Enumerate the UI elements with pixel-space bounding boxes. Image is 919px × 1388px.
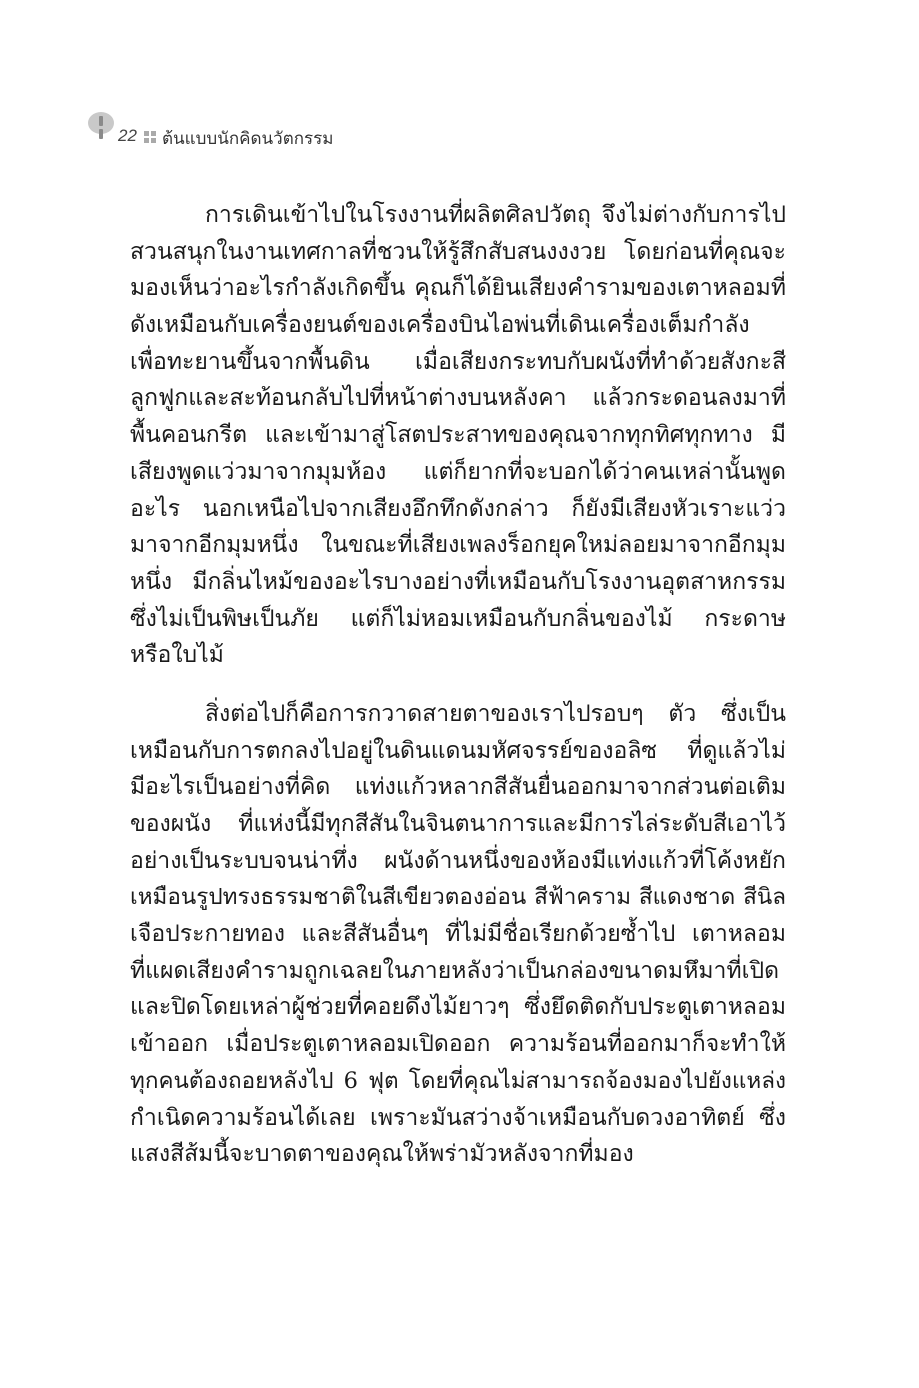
text-line: เพื่อทะยานขึ้นจากพื้นดิน เมื่อเสียงกระทบกับผนังที่ทำด้วยสังกะสี xyxy=(130,348,786,375)
running-header xyxy=(88,108,488,148)
text-line: อย่างเป็นระบบจนน่าทึ่ง ผนังด้านหนึ่งของห้องมีแท่งแก้วที่โค้งหยัก xyxy=(130,847,786,874)
text-line: มองเห็นว่าอะไรกำลังเกิดขึ้น คุณก็ได้ยินเสียงคำรามของเตาหลอมที่ xyxy=(130,275,786,302)
text-line: สิ่งต่อไปก็คือการกวาดสายตาของเราไปรอบๆ ตัว ซึ่งเป็น xyxy=(205,700,786,727)
text-line: หนึ่ง มีกลิ่นไหม้ของอะไรบางอย่างที่เหมือนกับโรงงานอุตสาหกรรม xyxy=(130,568,786,595)
text-line: เจือประกายทอง และสีสันอื่นๆ ที่ไม่มีชื่อเรียกด้วยซ้ำไป เตาหลอม xyxy=(130,921,786,948)
paragraph-2 xyxy=(130,696,786,1173)
text-line: ทุกคนต้องถอยหลังไป 6 ฟุต โดยที่คุณไม่สามารถจ้องมองไปยังแหล่ง xyxy=(130,1067,786,1094)
text-line: เสียงพูดแว่วมาจากมุมห้อง แต่ก็ยากที่จะบอกได้ว่าคนเหล่านั้นพูด xyxy=(130,458,786,485)
text-line: และปิดโดยเหล่าผู้ช่วยที่คอยดึงไม้ยาวๆ ซึ่งยึดติดกับประตูเตาหลอม xyxy=(130,994,786,1021)
page-number: 22 xyxy=(118,126,137,145)
text-line: ที่แผดเสียงคำรามถูกเฉลยในภายหลังว่าเป็นกล่องขนาดมหึมาที่เปิด xyxy=(130,957,780,984)
text-line: อะไร นอกเหนือไปจากเสียงอึกทึกดังกล่าว ก็ยังมีเสียงหัวเราะแว่ว xyxy=(130,495,786,522)
paragraph-1 xyxy=(130,197,786,674)
text-line: ลูกฟูกและสะท้อนกลับไปที่หน้าต่างบนหลังคา แล้วกระดอนลงมาที่ xyxy=(130,385,786,412)
text-line: หรือใบไม้ xyxy=(130,642,224,669)
text-line: มีอะไรเป็นอย่างที่คิด แท่งแก้วหลากสีสันยื่นออกมาจากส่วนต่อเติม xyxy=(130,774,786,801)
text-line: ของผนัง ที่แห่งนี้มีทุกสีสันในจินตนาการและมีการไล่ระดับสีเอาไว้ xyxy=(130,811,786,837)
text-line: กำเนิดความร้อนได้เลย เพราะมันสว่างจ้าเหมือนกับดวงอาทิตย์ ซึ่ง xyxy=(130,1104,786,1131)
text-line: มาจากอีกมุมหนึ่ง ในขณะที่เสียงเพลงร็อกยุคใหม่ลอยมาจากอีกมุม xyxy=(130,532,786,559)
text-line: ซึ่งไม่เป็นพิษเป็นภัย แต่ก็ไม่หอมเหมือนกับกลิ่นของไม้ กระดาษ xyxy=(130,605,786,632)
book-title: ต้นแบบนักคิดนวัตกรรม xyxy=(162,129,334,148)
text-line: แสงสีส้มนี้จะบาดตาของคุณให้พร่ามัวหลังจากที่มอง xyxy=(130,1141,634,1168)
body-text xyxy=(130,197,786,1173)
text-line: พื้นคอนกรีต และเข้ามาสู่โสตประสาทของคุณจากทุกทิศทุกทาง มี xyxy=(130,422,786,449)
text-line: เหมือนรูปทรงธรรมชาติในสีเขียวตองอ่อน สีฟ้าคราม สีแดงชาด สีนิล xyxy=(130,884,786,911)
text-line: เข้าออก เมื่อประตูเตาหลอมเปิดออก ความร้อนที่ออกมาก็จะทำให้ xyxy=(130,1031,786,1058)
text-line: ดังเหมือนกับเครื่องยนต์ของเครื่องบินไอพ่นที่เดินเครื่องเต็มกำลัง xyxy=(130,312,750,339)
text-line: สวนสนุกในงานเทศกาลที่ชวนให้รู้สึกสับสนงงงวย โดยก่อนที่คุณจะ xyxy=(130,238,786,265)
exclamation-bubble-icon xyxy=(88,112,114,134)
square-dots-icon xyxy=(144,131,156,143)
text-line: เหมือนกับการตกลงไปอยู่ในดินแดนมหัศจรรย์ของอลิซ ที่ดูแล้วไม่ xyxy=(130,737,786,764)
text-line: การเดินเข้าไปในโรงงานที่ผลิตศิลปวัตถุ จึงไม่ต่างกับการไป xyxy=(205,202,786,228)
